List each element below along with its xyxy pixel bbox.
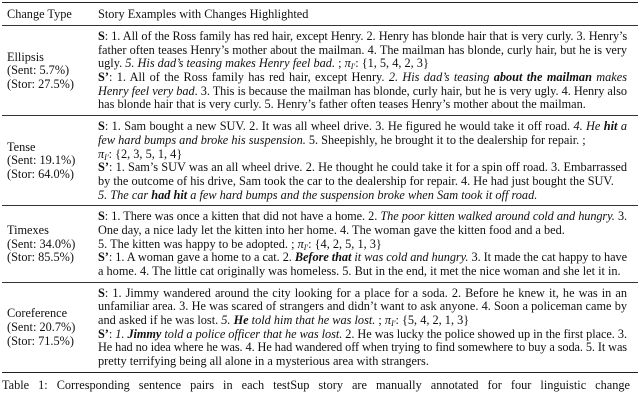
story-example-cell [98, 287, 628, 369]
table-row [2, 283, 638, 372]
change-type-label: Coreference [7, 306, 68, 321]
story-line-text [98, 161, 627, 175]
text-segment: I′ [104, 152, 109, 162]
text-segment: π [98, 146, 105, 161]
text-segment: a [617, 119, 627, 134]
text-segment: : 1. All of the Ross family has red hair, except Henry. [108, 70, 389, 85]
story-line-text [98, 120, 627, 134]
story-line [98, 287, 628, 301]
story-line-text [98, 71, 627, 85]
text-segment: : 1. Sam bought a new SUV. 2. It was all wheel drive. 3. He figured he would take it off road. [104, 119, 574, 134]
story-line [98, 30, 628, 44]
sentence-percent: (Sent: 5.7%) [7, 63, 70, 78]
text-segment: S’ [98, 326, 109, 341]
text-segment: He had no idea where he was. 4. He had wandered off when trying to find somewhere to buy a soda. 5. It was [98, 340, 627, 355]
story-line [98, 175, 628, 189]
text-segment: Before that [294, 250, 352, 265]
story-line-text [98, 134, 586, 148]
table-row [2, 116, 638, 205]
text-segment: : {5, 4, 2, 1, 3} [395, 313, 470, 328]
story-line [98, 300, 628, 314]
sentence-percent: (Sent: 34.0%) [7, 236, 76, 251]
text-segment: π [297, 236, 304, 251]
story-line-text [98, 265, 621, 279]
story-line [98, 120, 628, 134]
story-line [98, 251, 628, 265]
bottom-rule [2, 372, 638, 373]
text-segment: had hit [151, 187, 188, 202]
story-line-text [98, 98, 586, 112]
text-segment: : [108, 326, 116, 341]
text-segment: 2. He was lucky the police showed up in the first place. 3. [342, 326, 627, 341]
change-type-cell [2, 210, 98, 278]
story-line [98, 224, 628, 238]
text-segment: about the mailman [493, 70, 592, 85]
change-type-label: Timexes [7, 222, 49, 237]
story-example-cell [98, 120, 628, 202]
text-segment: The poor kitten walked around cold and hungry. [380, 209, 615, 224]
text-segment: few hard bumps and broke his suspension. [98, 132, 306, 147]
story-line-text [98, 189, 537, 203]
text-segment: I′ [391, 319, 396, 329]
story-percent: (Stor: 85.5%) [7, 250, 74, 265]
table-caption [2, 378, 632, 392]
story-line [98, 85, 628, 99]
story-line [98, 341, 628, 355]
story-line [98, 355, 628, 369]
story-line [98, 134, 628, 148]
text-segment: and asked if he was lost. [98, 313, 222, 328]
text-segment: a few hard bumps and the suspension broke when Sam took it off road. [187, 187, 538, 202]
change-type-label: Tense [7, 139, 36, 154]
text-segment: hit [603, 119, 618, 134]
story-line-text [98, 175, 614, 189]
story-line [98, 71, 628, 85]
story-percent: (Stor: 71.5%) [7, 333, 74, 348]
change-type-cell [2, 30, 98, 112]
text-segment: . 3. This is because the mailman has blonde, curly hair, but he is very ugly. 4. Henry also [194, 83, 628, 98]
story-line-text [98, 300, 627, 314]
story-line [98, 314, 628, 328]
story-percent: (Stor: 64.0%) [7, 167, 74, 182]
text-segment: Henry feel very bad [98, 83, 195, 98]
text-segment: 5. His dad’s teasing makes Henry feel bad. [125, 56, 336, 71]
change-type-label: Ellipsis [7, 49, 44, 64]
text-segment: pretty terrifying being all alone in a mysterious area with strangers. [98, 354, 429, 369]
story-line [98, 44, 628, 58]
text-segment: : 1. All of the Ross family has red hair, except Henry. 2. Henry has blonde hair that is very curly. 3. Henry’s [104, 29, 627, 43]
text-segment: 5. The car [98, 187, 152, 202]
text-segment: told a police officer that he was lost. [161, 326, 343, 341]
text-segment: : 1. Jimmy wandered around the city looking for a place for a soda. 2. Before he knew it, he was in an [104, 285, 627, 300]
text-segment: ; [335, 56, 345, 71]
text-segment: told him that he was lost. [248, 313, 376, 328]
story-line-text [98, 210, 627, 224]
text-segment: father often teases Henry’s mother about the mailman. 4. The mailman has blonde, curly hair, but he is very [98, 42, 627, 57]
story-line-text [98, 224, 565, 238]
header-change-type: Change Type [7, 6, 72, 21]
story-line-text [98, 44, 627, 58]
text-segment: unfamiliar area. 3. He was scared of strangers and didn’t want to ask anyone. 4. Soon a policeman came by [98, 299, 627, 314]
story-line-text [98, 85, 627, 99]
change-type-cell [2, 287, 98, 369]
text-segment: S’ [98, 160, 109, 175]
text-segment: S’ [98, 250, 109, 265]
text-segment: a home. 4. The little cat originally was homeless. 5. But in the end, it met the nice woman and she let it in. [98, 264, 621, 278]
text-segment: it was cold and hungry. [351, 250, 469, 265]
sentence-percent: (Sent: 20.7%) [7, 319, 76, 334]
story-line-text [98, 30, 627, 44]
text-segment: 4. He [573, 119, 604, 134]
text-segment: I′ [303, 242, 309, 252]
table-header [2, 3, 638, 25]
text-segment: S [98, 29, 105, 43]
text-segment: 1. [115, 326, 128, 341]
story-line [98, 57, 628, 71]
text-segment: : 1. Sam’s SUV was an all wheel drive. 2. He thought he could take it for a spin off road. 3. Embarrassed [108, 160, 627, 175]
story-line [98, 238, 628, 252]
examples-table [2, 0, 638, 373]
text-segment: 5. [221, 313, 234, 328]
story-line [98, 210, 628, 224]
caption-text: Table 1: Corresponding sentence pairs in each testSup story are manually annotated for four linguistic change [2, 377, 630, 392]
text-segment: π [384, 313, 392, 328]
text-segment: One day, a nice lady let the kitten into her home. 4. The woman gave the kitten food and a bed. [98, 222, 565, 237]
story-example-cell [98, 30, 628, 112]
story-line [98, 98, 628, 112]
story-line-text [98, 287, 627, 301]
text-segment: : 1. A woman gave a home to a cat. 2. [108, 250, 295, 265]
story-line [98, 161, 628, 175]
sentence-percent: (Sent: 19.1%) [7, 153, 76, 168]
text-segment: S’ [98, 70, 109, 85]
story-line [98, 328, 628, 342]
text-segment: π [344, 56, 351, 71]
text-segment: 3. It made the cat happy to have [468, 250, 628, 265]
text-segment: : {2, 3, 5, 1, 4} [108, 146, 183, 161]
story-example-cell [98, 210, 628, 278]
text-segment: : {4, 2, 5, 1, 3} [308, 236, 382, 251]
text-segment: S [98, 285, 105, 300]
text-segment: He [233, 313, 249, 328]
story-line-text [98, 251, 627, 265]
story-line [98, 265, 628, 279]
table-row [2, 206, 638, 281]
text-segment: 5. Sheepishly, he brought it to the dealership for repair. ; [305, 132, 586, 147]
change-type-cell [2, 120, 98, 202]
table-body [2, 25, 638, 373]
text-segment: Jimmy [127, 326, 162, 341]
text-segment: makes [591, 70, 627, 85]
text-segment: 3. [614, 209, 628, 224]
text-segment: S [98, 119, 105, 134]
table-row [2, 26, 638, 115]
story-line-text [98, 328, 627, 342]
story-line [98, 148, 628, 162]
text-segment: S [98, 209, 105, 224]
text-segment: ugly. [98, 56, 126, 71]
text-segment: has blonde hair that is very curly. 5. Henry’s father often teases Henry’s mother about the mailman. [98, 97, 586, 112]
text-segment: by the outcome of his drive, Sam took the car to the dealership for repair. 4. He had just bought the SUV. [98, 173, 614, 188]
story-percent: (Stor: 27.5%) [7, 76, 74, 91]
text-segment: : 1. There was once a kitten that did not have a home. 2. [104, 209, 381, 224]
text-segment: : {1, 5, 4, 2, 3} [355, 56, 429, 71]
text-segment: ; [375, 313, 385, 328]
text-segment: I′ [350, 62, 356, 72]
header-story-examples: Story Examples with Changes Highlighted [98, 6, 309, 21]
story-line [98, 189, 628, 203]
text-segment: 5. The kitten was happy to be adopted. ; [98, 236, 298, 251]
text-segment: 2. His dad’s teasing [388, 70, 494, 85]
story-line-text [98, 341, 627, 355]
story-line-text [98, 355, 429, 369]
